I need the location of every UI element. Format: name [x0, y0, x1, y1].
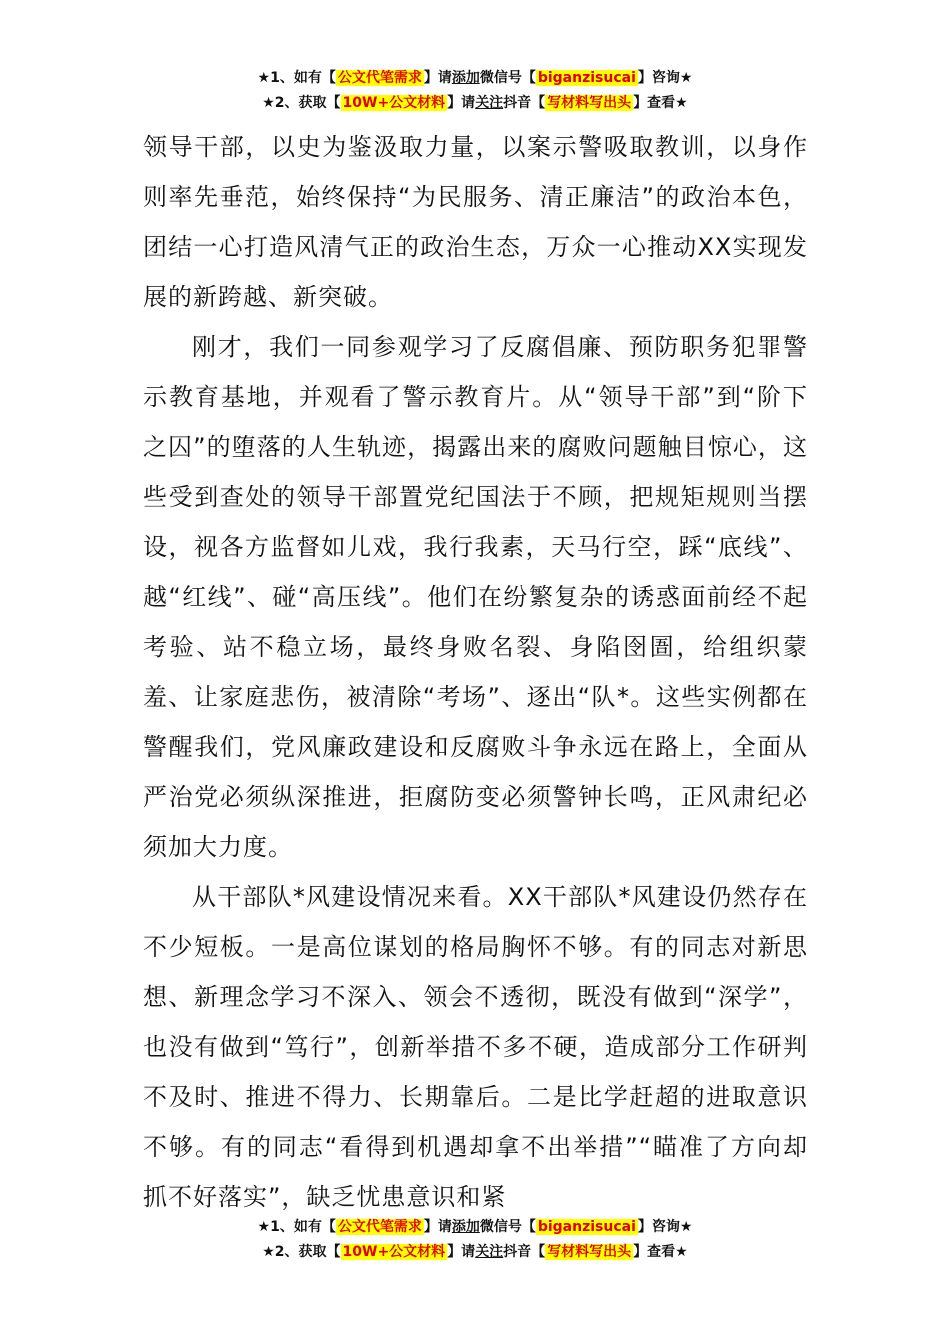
banner-line-1-suffix: 】咨询★: [637, 70, 693, 86]
footer-highlight-materials: 10W+公文材料: [342, 1244, 446, 1260]
document-body: [143, 122, 808, 1222]
banner-line-1-mid2: 微信号【: [479, 70, 536, 86]
paragraph-warning-education: 刚才，我们一同参观学习了反腐倡廉、预防职务犯罪警示教育基地，并观看了警示教育片。从“领导干部”到“阶下之囚”的堕落的人生轨迹，揭露出来的腐败问题触目惊心，这些受到查处的领导干部置党纪国法于不顾，把规矩规则当摆设，视各方监督如儿戏，我行我素，天马行空，踩“底线”、越“红线”、碰“高压线”。他们在纷繁复杂的诱惑面前经不起考验、站不稳立场，最终身败名裂、身陷囹圄，给组织蒙羞、让家庭悲伤，被清除“考场”、逐出“队*。这些实例都在警醒我们，党风廉政建设和反腐败斗争永远在路上，全面从严治党必须纵深推进，拒腐防变必须警钟长鸣，正风肃纪必须加大力度。: [143, 333, 808, 861]
banner-underlined-add: 添加: [451, 70, 480, 86]
footer-line-1-mid1: 】请: [423, 1219, 452, 1235]
footer-line-2-mid1: 】请: [447, 1244, 476, 1260]
footer-highlight-douyin: 写材料写出头: [547, 1244, 632, 1260]
banner-highlight-materials: 10W+公文材料: [342, 95, 446, 111]
footer-line-2-mid2: 抖音【: [503, 1244, 546, 1260]
banner-underlined-follow: 关注: [475, 95, 504, 111]
footer-highlight-service: 公文代笔需求: [337, 1219, 422, 1235]
footer-underlined-add: 添加: [451, 1219, 480, 1235]
footer-line-2-prefix: ★2、获取【: [262, 1244, 341, 1260]
paragraph-continuation: 领导干部，以史为鉴汲取力量，以案示警吸取教训，以身作则率先垂范，始终保持“为民服务、清正廉洁”的政治本色，团结一心打造风清气正的政治生态，万众一心推动XX实现发展的新跨越、新突破。: [143, 133, 808, 311]
banner-line-2-prefix: ★2、获取【: [262, 95, 341, 111]
footer-line-2-suffix: 】查看★: [633, 1244, 688, 1260]
header-banner: [0, 66, 950, 116]
banner-line-1-prefix: ★1、如有【: [257, 70, 336, 86]
footer-underlined-follow: 关注: [475, 1244, 504, 1260]
banner-line-1-mid1: 】请: [423, 70, 452, 86]
footer-line-1-prefix: ★1、如有【: [257, 1219, 336, 1235]
banner-line-2-suffix: 】查看★: [633, 95, 688, 111]
paragraph-cadre-style: 从干部队*风建设情况来看。XX干部队*风建设仍然存在不少短板。一是高位谋划的格局胸怀不够。有的同志对新思想、新理念学习不深入、领会不透彻，既没有做到“深学”，也没有做到“笃行”，创新举措不多不硬，造成部分工作研判不及时、推进不得力、长期靠后。二是比学赶超的进取意识不够。有的同志“看得到机遇却拿不出举措”“瞄准了方向却抓不好落实”，缺乏忧患意识和紧: [143, 883, 808, 1211]
banner-highlight-douyin: 写材料写出头: [547, 95, 632, 111]
footer-line-1: [0, 1215, 950, 1240]
footer-line-2: [0, 1240, 950, 1265]
banner-line-2: [0, 91, 950, 116]
footer-banner: [0, 1215, 950, 1265]
banner-highlight-wechat: biganzisucai: [537, 70, 636, 86]
banner-highlight-service: 公文代笔需求: [337, 70, 422, 86]
banner-line-2-mid1: 】请: [447, 95, 476, 111]
footer-highlight-wechat: biganzisucai: [537, 1219, 636, 1235]
footer-line-1-mid2: 微信号【: [479, 1219, 536, 1235]
banner-line-1: [0, 66, 950, 91]
footer-line-1-suffix: 】咨询★: [637, 1219, 693, 1235]
banner-line-2-mid2: 抖音【: [503, 95, 546, 111]
